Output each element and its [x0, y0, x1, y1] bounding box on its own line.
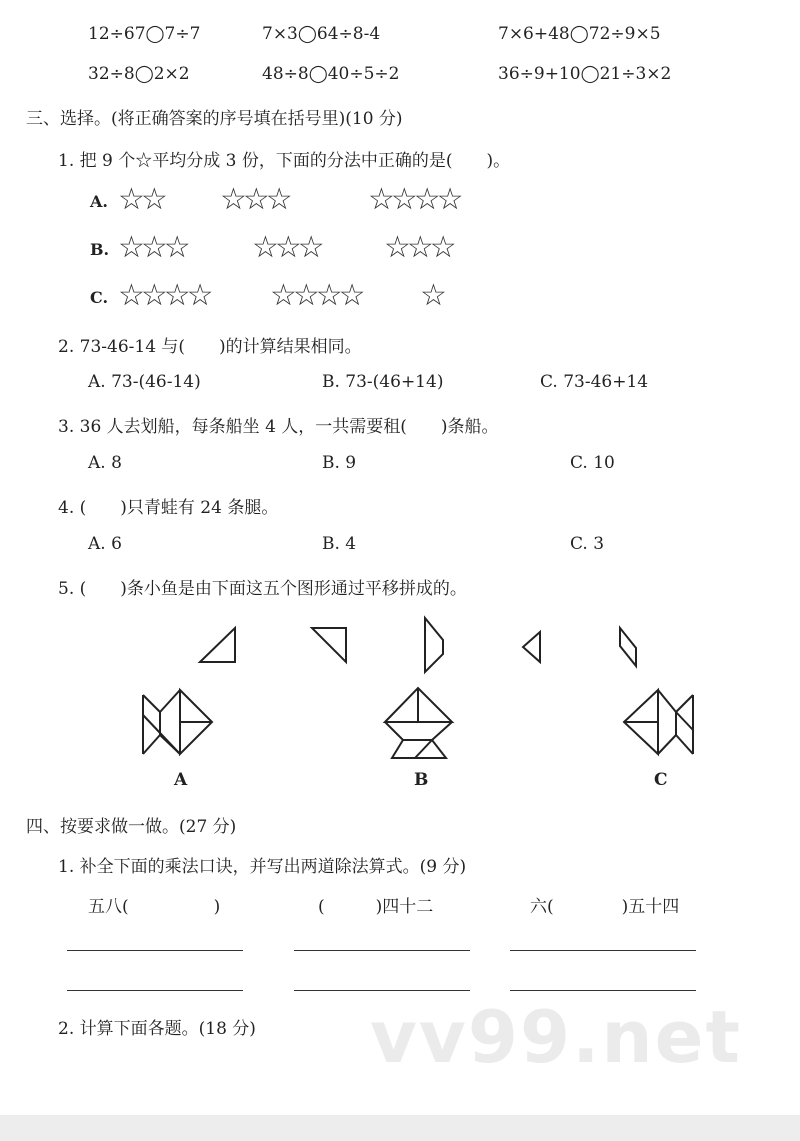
- star-group: ☆☆☆: [118, 230, 187, 265]
- question-2: 2. 73-46-14 与( )的计算结果相同。: [58, 337, 362, 357]
- shape-trapezoid: [425, 618, 443, 672]
- compare-expr: 48÷8◯40÷5÷2: [262, 64, 400, 84]
- shape-triangle-1: [200, 628, 235, 662]
- option: C. 3: [570, 534, 605, 554]
- option: A. 73-(46-14): [88, 372, 201, 392]
- watermark: vv99.net: [370, 995, 742, 1079]
- answer-line: [67, 950, 243, 951]
- answer-line: [510, 950, 696, 951]
- shape-triangle-2: [312, 628, 346, 662]
- question-4-2: 2. 计算下面各题。(18 分): [58, 1019, 256, 1039]
- figure-label-c: C: [654, 770, 668, 790]
- bottom-bar: [0, 1115, 800, 1141]
- option: A. 6: [88, 534, 122, 554]
- fill-item: 五八( ): [88, 897, 221, 917]
- option: B. 9: [322, 453, 357, 473]
- compare-expr: 7×6+48◯72÷9×5: [498, 24, 661, 44]
- figure-label-b: B: [414, 770, 429, 790]
- question-5: 5. ( )条小鱼是由下面这五个图形通过平移拼成的。: [58, 579, 467, 599]
- shape-parallelogram: [620, 628, 636, 666]
- answer-line: [294, 950, 470, 951]
- option: B. 4: [322, 534, 357, 554]
- fish-b: [385, 688, 452, 758]
- option: C. 73-46+14: [540, 372, 649, 392]
- fish-c: [624, 690, 693, 754]
- option: B. 73-(46+14): [322, 372, 444, 392]
- compare-expr: 7×3◯64÷8-4: [262, 24, 381, 44]
- option-label: A.: [90, 192, 108, 211]
- option-label: B.: [90, 240, 110, 259]
- question-4: 4. ( )只青蛙有 24 条腿。: [58, 498, 279, 518]
- compare-expr: 32÷8◯2×2: [88, 64, 190, 84]
- question-3: 3. 36 人去划船，每条船坐 4 人，一共需要租( )条船。: [58, 417, 499, 437]
- star-group: ☆☆☆☆: [270, 278, 362, 313]
- compare-expr: 12÷67◯7÷7: [88, 24, 201, 44]
- compare-expr: 36÷9+10◯21÷3×2: [498, 64, 672, 84]
- option: C. 10: [570, 453, 615, 473]
- star-group: ☆☆☆: [384, 230, 453, 265]
- star-group: ☆☆☆☆: [368, 182, 460, 217]
- question-4-1: 1. 补全下面的乘法口诀，并写出两道除法算式。(9 分): [58, 857, 467, 877]
- option: A. 8: [88, 453, 122, 473]
- star-group: ☆☆☆: [252, 230, 321, 265]
- fish-a: [143, 690, 212, 754]
- shape-triangle-small: [523, 632, 540, 662]
- option-label: C.: [90, 288, 109, 307]
- figure-label-a: A: [174, 770, 188, 790]
- star-group: ☆☆: [118, 182, 164, 217]
- answer-line: [294, 990, 470, 991]
- section3-title: 三、选择。(将正确答案的序号填在括号里)(10 分): [26, 109, 403, 129]
- star-group: ☆: [420, 278, 443, 313]
- star-group: ☆☆☆: [220, 182, 289, 217]
- fill-item: ( )四十二: [318, 897, 434, 917]
- question-1: 1. 把 9 个☆平均分成 3 份，下面的分法中正确的是( )。: [58, 151, 511, 171]
- section4-title: 四、按要求做一做。(27 分): [26, 817, 237, 837]
- fill-item: 六( )五十四: [530, 897, 680, 917]
- answer-line: [510, 990, 696, 991]
- star-group: ☆☆☆☆: [118, 278, 210, 313]
- answer-line: [67, 990, 243, 991]
